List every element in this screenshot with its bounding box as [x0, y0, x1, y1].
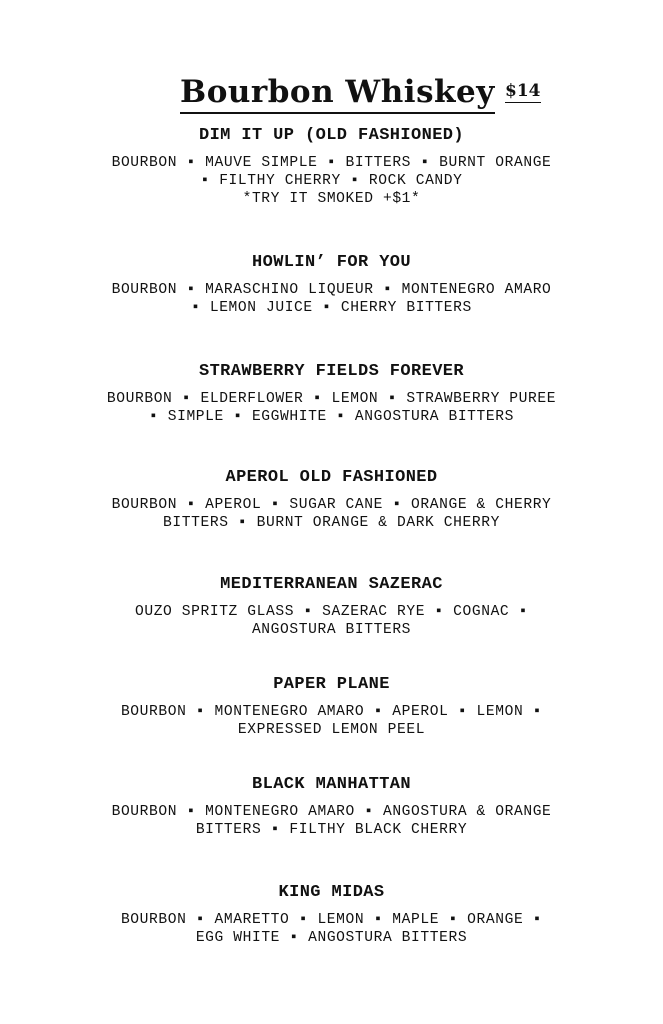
menu-item-description — [0, 390, 663, 426]
menu-item — [0, 774, 663, 839]
description-line: BOURBON ▪ MARASCHINO LIQUEUR ▪ MONTENEGRO AMARO — [111, 282, 552, 298]
description-line: ▪ LEMON JUICE ▪ CHERRY BITTERS — [191, 300, 472, 316]
menu-item-description — [0, 154, 663, 208]
menu-item-name: HOWLIN’ FOR YOU — [251, 253, 412, 272]
menu-item-name: MEDITERRANEAN SAZERAC — [220, 575, 443, 594]
description-line: BOURBON ▪ MAUVE SIMPLE ▪ BITTERS ▪ BURNT ORANGE — [111, 155, 552, 171]
description-line: BOURBON ▪ ELDERFLOWER ▪ LEMON ▪ STRAWBERRY PUREE — [106, 391, 557, 407]
description-line: *TRY IT SMOKED +$1* — [242, 191, 421, 207]
description-line: ANGOSTURA BITTERS — [251, 622, 412, 638]
menu-item-name: PAPER PLANE — [273, 675, 390, 694]
menu-item-description — [0, 603, 663, 639]
menu-item-description — [0, 281, 663, 317]
description-line: ▪ FILTHY CHERRY ▪ ROCK CANDY — [200, 173, 463, 189]
menu-item — [0, 252, 663, 317]
menu-item-name: BLACK MANHATTAN — [251, 775, 412, 794]
menu-item — [0, 574, 663, 639]
menu-item-description — [0, 911, 663, 947]
description-line: BOURBON ▪ MONTENEGRO AMARO ▪ APEROL ▪ LEMON ▪ — [120, 704, 543, 720]
menu-item-name: APEROL OLD FASHIONED — [225, 468, 438, 487]
menu-item-description — [0, 703, 663, 739]
menu-item — [0, 125, 663, 208]
menu-item — [0, 467, 663, 532]
menu-item — [0, 882, 663, 947]
description-line: BOURBON ▪ AMARETTO ▪ LEMON ▪ MAPLE ▪ ORANGE ▪ — [120, 912, 543, 928]
description-line: BITTERS ▪ FILTHY BLACK CHERRY — [195, 822, 468, 838]
description-line: BOURBON ▪ MONTENEGRO AMARO ▪ ANGOSTURA & ORANGE — [111, 804, 552, 820]
menu-title: Bourbon Whiskey — [180, 72, 495, 114]
menu-item-name: STRAWBERRY FIELDS FOREVER — [198, 362, 465, 381]
description-line: EXPRESSED LEMON PEEL — [237, 722, 426, 738]
menu-price: $14 — [505, 81, 541, 101]
description-line: BITTERS ▪ BURNT ORANGE & DARK CHERRY — [163, 515, 500, 531]
menu-item-description — [0, 496, 663, 532]
menu-item-description — [0, 803, 663, 839]
menu-header — [0, 68, 663, 118]
menu-item — [0, 361, 663, 426]
description-line: EGG WHITE ▪ ANGOSTURA BITTERS — [195, 930, 468, 946]
menu-item-name: DIM IT UP (OLD FASHIONED) — [198, 126, 465, 145]
description-line: OUZO SPRITZ GLASS ▪ SAZERAC RYE ▪ COGNAC ▪ — [134, 604, 529, 620]
description-line: BOURBON ▪ APEROL ▪ SUGAR CANE ▪ ORANGE & CHERRY — [111, 497, 552, 513]
description-line: ▪ SIMPLE ▪ EGGWHITE ▪ ANGOSTURA BITTERS — [149, 409, 514, 425]
menu-item — [0, 674, 663, 739]
menu-item-name: KING MIDAS — [278, 883, 385, 902]
